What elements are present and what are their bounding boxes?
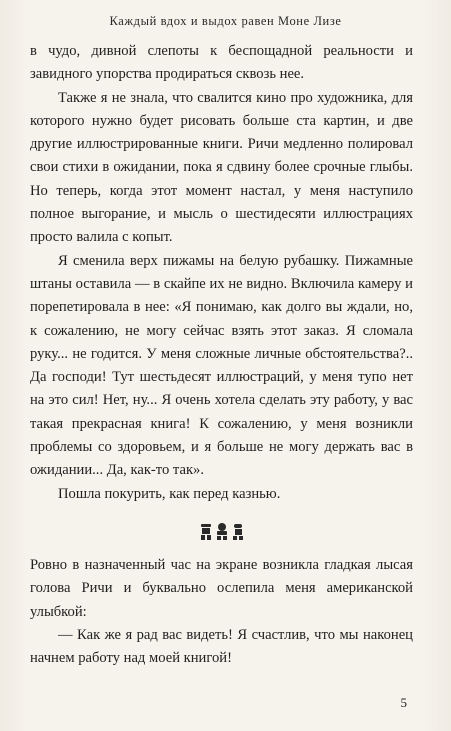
paragraph: — Как же я рад вас видеть! Я счастлив, что мы наконец начнем работу над моей книгой! — [30, 626, 413, 667]
paragraph: Я сменила верх пижамы на белую рубашку. Пижамные штаны оставила — в скайпе их не видно. Включила камеру и порепетировала в нее: «Я понимаю, как долго вы ждали, но, к сожалению, не могу сейчас взять этот заказ. Я сломала руку... не годится. У меня сложные личные обстоятельства?.. Да господи! Тут шестьдесят иллюстраций, у меня тупо нет на это сил! Нет, ну... Я очень хотела сделать эту работу, у вас такая прекрасная книга! К сожалению, у меня возникли проблемы со здоровьем, и я больше не могу держать вас в ожидании... Да, как-то так». — [30, 252, 413, 479]
three-figures-ornament-icon — [30, 522, 413, 544]
body-text — [30, 40, 413, 670]
paragraph: Пошла покурить, как перед казнью. — [58, 485, 281, 502]
paragraph: Также я не знала, что свалится кино про художника, для которого нужно будет рисовать больше ста картин, и две другие иллюстрированные книги. Ричи медленно полировал свои стихи в ожидании, пока я сдвину более срочные глыбы. Но теперь, когда этот момент настал, у меня наступило полное выгорание, и мысль о шестидесяти иллюстрациях просто валила с копыт. — [30, 89, 413, 246]
ornament-svg — [200, 522, 244, 542]
paragraph: в чудо, дивной слепоты к беспощадной реальности и завидного упорства продираться сквозь нее. — [30, 43, 413, 83]
paragraph: Ровно в назначенный час на экране возникла гладкая лысая голова Ричи и буквально ослепила меня американской улыбкой: — [30, 556, 413, 620]
running-head: Каждый вдох и выдох равен Моне Лизе — [109, 14, 342, 28]
page-number: 5 — [400, 695, 407, 710]
